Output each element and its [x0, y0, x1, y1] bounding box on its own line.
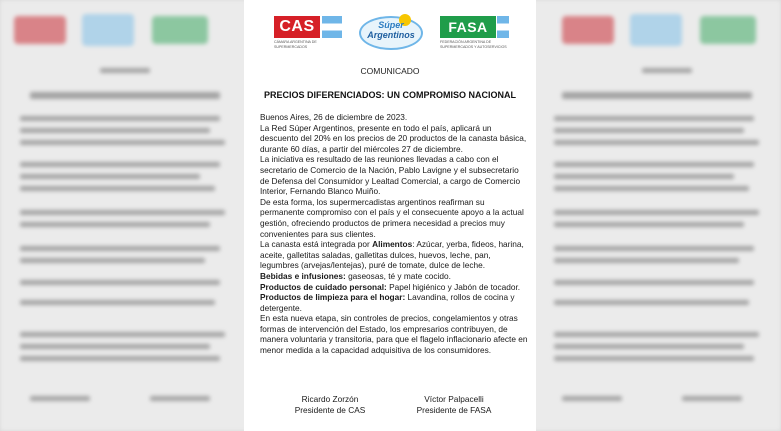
super-argentinos-line2: Argentinos — [367, 30, 415, 40]
document-body — [260, 112, 530, 356]
basket-intro: La canasta está integrada por — [260, 239, 373, 250]
signature-right — [394, 394, 514, 415]
cas-logo-text: CAS — [274, 16, 320, 38]
signature-left-role: Presidente de CAS — [294, 404, 366, 415]
document-title: PRECIOS DIFERENCIADOS: UN COMPROMISO NACIONAL — [263, 90, 516, 100]
basket-foods-items: : Azúcar, yerba, fideos, harina, aceite, galletitas saladas, galletitas dulces, huevos, leche, pan, legumbres (arvejas/lentejas), puré de tomate, dulce de leche. — [260, 239, 524, 271]
cas-logo — [274, 16, 344, 50]
fasa-logo-subtitle: FEDERACIÓN ARGENTINA DE SUPERMERCADOS Y AUTOSERVICIOS — [440, 40, 507, 49]
paragraph-new-stage: En esta nueva etapa, sin controles de precios, congelamientos y otras formas de intervención del Estado, los empresarios contribuyen, de manera voluntaria y transitoria, para que el flagelo inflacionario afecte en menor medida a la capacidad adquisitiva de los consumidores. — [260, 313, 528, 356]
super-argentinos-logo — [359, 12, 423, 54]
press-release-document — [244, 0, 536, 431]
paragraph-discount: La Red Súper Argentinos, presente en todo el país, aplicará un descuento del 20% en los precios de 20 productos de la canasta básica, durante 60 días, a partir del miércoles 27 de diciembre. — [260, 122, 527, 154]
fasa-logo-text: FASA — [440, 16, 496, 38]
paragraph-meetings: La iniciativa es resultado de las reuniones llevadas a cabo con el secretario de Comercio de la Nación, Pablo Lavigne y el subsecretario de Defensa del Consumidor y Lealtad Comercial, a cargo de Comercio Interior, Fernando Blanco Muiño. — [260, 154, 521, 197]
signature-left — [270, 394, 390, 415]
logo-row — [274, 14, 509, 52]
paragraph-personal-care — [260, 282, 530, 293]
personal-care-items: Papel higiénico y Jabón de tocador. — [386, 281, 521, 292]
basket-foods-label: Alimentos — [372, 239, 413, 250]
signature-right-role: Presidente de FASA — [416, 404, 492, 415]
argentina-flag-icon — [497, 16, 509, 38]
cleaning-items: Lavandina, rollos de cocina y detergente. — [260, 292, 515, 313]
paragraph-drinks — [260, 271, 530, 282]
drinks-items: gaseosas, té y mate cocido. — [345, 270, 451, 281]
blurred-background-left — [0, 0, 250, 431]
blurred-background-right — [532, 0, 781, 431]
cas-logo-subtitle: CÁMARA ARGENTINA DE SUPERMERCADOS — [274, 40, 317, 49]
date-line: Buenos Aires, 26 de diciembre de 2023. — [260, 112, 408, 122]
personal-care-label: Productos de cuidado personal: — [260, 281, 387, 292]
paragraph-commitment: De esta forma, los supermercadistas argentinos reafirman su permanente compromiso con el país y el consecuente apoyo a la actual gestión, ofreciendo productos de primera necesidad a precios muy convenientes para sus clientes. — [260, 196, 524, 239]
drinks-label: Bebidas e infusiones: — [260, 270, 346, 281]
signature-right-name: Víctor Palpacelli — [424, 394, 484, 404]
paragraph-cleaning — [260, 292, 530, 313]
super-argentinos-line1: Súper — [378, 20, 404, 30]
document-label: COMUNICADO — [360, 66, 420, 76]
paragraph-basket-foods — [260, 239, 530, 271]
fasa-logo — [440, 16, 510, 50]
signature-left-name: Ricardo Zorzón — [301, 394, 359, 404]
argentina-flag-icon — [322, 16, 342, 38]
cleaning-label: Productos de limpieza para el hogar: — [260, 292, 406, 303]
